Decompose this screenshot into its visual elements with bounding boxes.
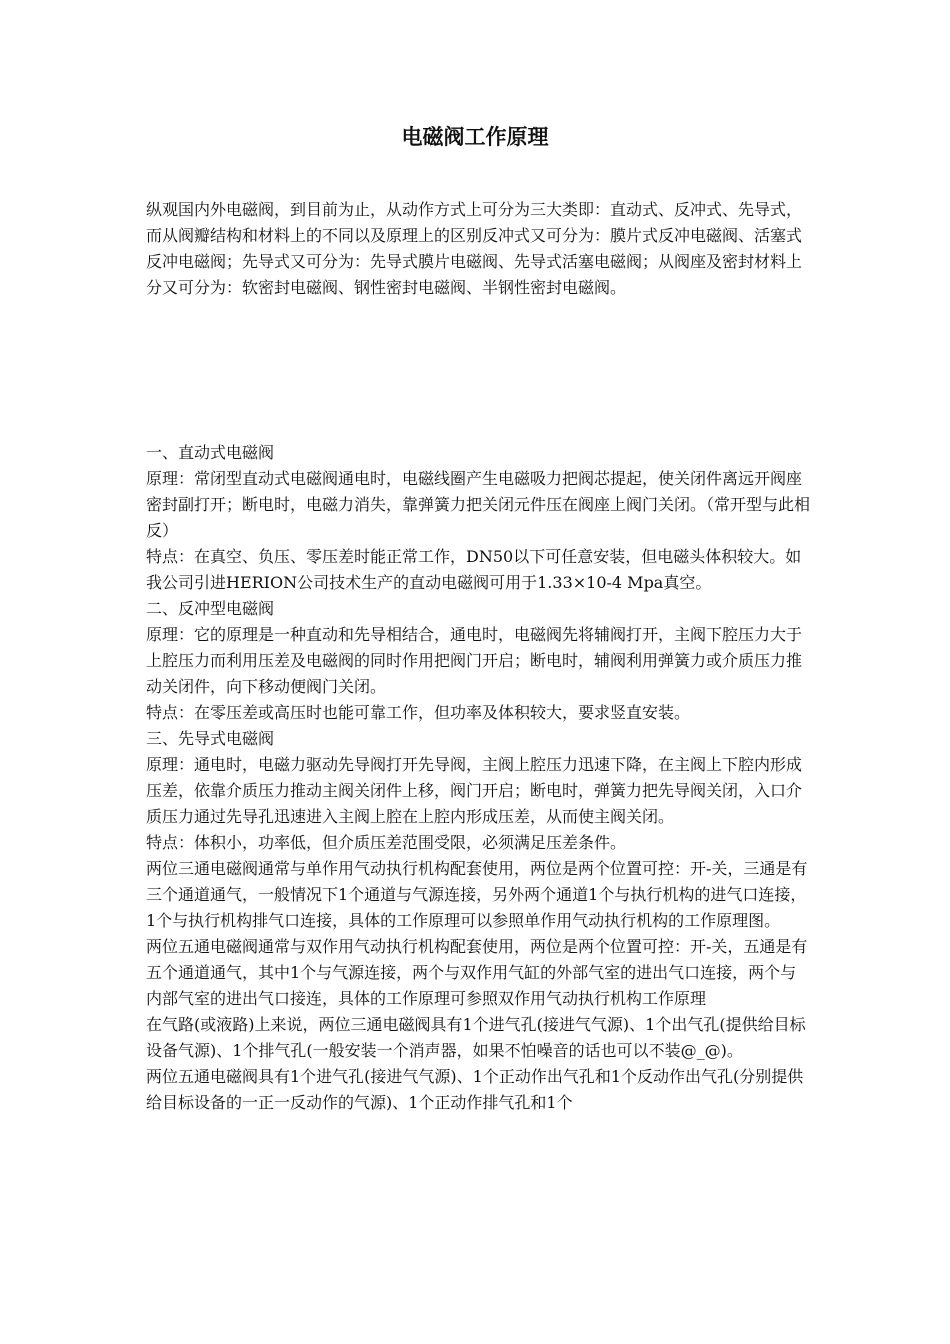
paragraph-three-way-ports: 在气路(或液路)上来说，两位三通电磁阀具有1个进气孔(接进气气源)、1个出气孔(提供给目标设备气源)、1个排气孔(一般安装一个消声器，如果不怕噪音的话也可以不装@_@)。 — [146, 1015, 806, 1060]
paragraph-two-position-three-way: 两位三通电磁阀通常与单作用气动执行机构配套使用，两位是两个位置可控：开-关，三通是有三个通道通气，一般情况下1个通道与气源连接，另外两个通道1个与执行机构的进气口连接，1个与执行机构排气口连接，具体的工作原理可以参照单作用气动执行机构的工作原理图。 — [146, 859, 808, 930]
paragraph-two-position-five-way: 两位五通电磁阀通常与双作用气动执行机构配套使用，两位是两个位置可控：开-关，五通是有五个通道通气，其中1个与气源连接，两个与双作用气缸的外部气室的进出气口连接，两个与内部气室的进出气口接连，具体的工作原理可参照双作用气动执行机构工作原理 — [146, 937, 808, 1008]
section-heading-pilot: 三、先导式电磁阀 — [146, 729, 275, 748]
paragraph-five-way-ports: 两位五通电磁阀具有1个进气孔(接进气气源)、1个正动作出气孔和1个反动作出气孔(分别提供给目标设备的一正一反动作的气源)、1个正动作排气孔和1个 — [146, 1067, 804, 1112]
section-heading-recoil: 二、反冲型电磁阀 — [146, 599, 275, 618]
paragraph-pilot-principle: 原理：通电时，电磁力驱动先导阀打开先导阀，主阀上腔压力迅速下降，在主阀上下腔内形成压差，依靠介质压力推动主阀关闭件上移，阀门开启；断电时，弹簧力把先导阀关闭，入口介质压力通过先导孔迅速进入主阀上腔在上腔内形成压差，从而使主阀关闭。 — [146, 755, 803, 826]
paragraph-recoil-features: 特点：在零压差或高压时也能可靠工作，但功率及体积较大，要求竖直安装。 — [146, 703, 691, 722]
document-body — [146, 440, 810, 1116]
paragraph-direct-features: 特点：在真空、负压、零压差时能正常工作，DN50以下可任意安装，但电磁头体积较大。如我公司引进HERION公司技术生产的直动电磁阀可用于1.33×10-4 Mpa真空。 — [146, 547, 802, 592]
paragraph-recoil-principle: 原理：它的原理是一种直动和先导相结合，通电时，电磁阀先将辅阀打开，主阀下腔压力大于上腔压力而利用压差及电磁阀的同时作用把阀门开启；断电时，辅阀利用弹簧力或介质压力推动关闭件，向下移动便阀门关闭。 — [146, 625, 803, 696]
intro-paragraph: 纵观国内外电磁阀，到目前为止，从动作方式上可分为三大类即：直动式、反冲式、先导式，而从阀瓣结构和材料上的不同以及原理上的区别反冲式又可分为：膜片式反冲电磁阀、活塞式反冲电磁阀；先导式又可分为：先导式膜片电磁阀、先导式活塞电磁阀；从阀座及密封材料上分又可分为：软密封电磁阀、钢性密封电磁阀、半钢性密封电磁阀。 — [146, 200, 803, 297]
section-heading-direct-acting: 一、直动式电磁阀 — [146, 443, 275, 462]
paragraph-pilot-features: 特点：体积小，功率低，但介质压差范围受限，必须满足压差条件。 — [146, 833, 627, 852]
paragraph-direct-principle: 原理：常闭型直动式电磁阀通电时，电磁线圈产生电磁吸力把阀芯提起，使关闭件离远开阀座密封副打开；断电时，电磁力消失，靠弹簧力把关闭元件压在阀座上阀门关闭。（常开型与此相反） — [146, 469, 811, 540]
document-title: 电磁阀工作原理 — [401, 124, 549, 149]
